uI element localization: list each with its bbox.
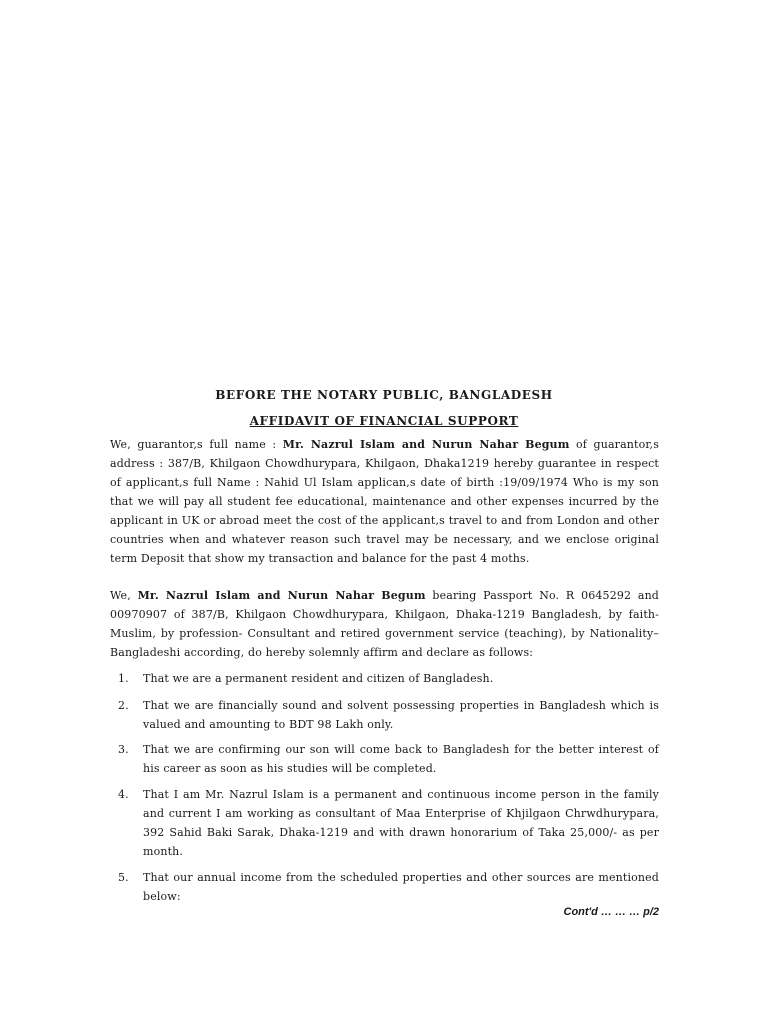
item-number: 1.: [118, 672, 129, 685]
list-item: [110, 868, 659, 906]
list-item: [110, 785, 659, 861]
affidavit-title: AFFIDAVIT OF FINANCIAL SUPPORT: [249, 414, 519, 428]
paragraph-body: of guarantor,s address : 387/B, Khilgaon Chowdhurypara, Khilgaon, Dhaka1219 hereby guarantee in respect of applicant,s full Name : Nahid Ul Islam applican,s date of birth :19/09/1974 Who is my son that we will pay all student fee educational, maintenance and other expenses incurred by the applicant in UK or abroad meet the cost of the applicant,s travel to and from London and other countries when and whatever reason such travel may be necessary, and we enclose original term Deposit that show my transaction and balance for the past 4 moths.: [110, 438, 659, 565]
item-number: 4.: [118, 788, 129, 801]
declaration-list: [110, 669, 659, 906]
item-number: 2.: [118, 699, 129, 712]
guarantor-names: Mr. Nazrul Islam and Nurun Nahar Begum: [137, 589, 426, 602]
declaration-paragraph: [110, 586, 659, 662]
guarantee-paragraph: [110, 435, 659, 568]
notary-heading: BEFORE THE NOTARY PUBLIC, BANGLADESH: [215, 388, 553, 402]
item-number: 3.: [118, 743, 129, 756]
item-text: That our annual income from the scheduled properties and other sources are mentioned below:: [143, 871, 659, 903]
item-text: That we are a permanent resident and citizen of Bangladesh.: [143, 672, 494, 685]
item-number: 5.: [118, 871, 129, 884]
item-text: That we are financially sound and solvent possessing properties in Bangladesh which is valued and amounting to BDT 98 Lakh only.: [143, 699, 659, 731]
paragraph-lead: We, guarantor,s full name :: [110, 438, 283, 451]
guarantor-names: Mr. Nazrul Islam and Nurun Nahar Begum: [282, 438, 570, 451]
continued-note: Cont'd … … … p/2: [563, 906, 659, 918]
list-item: [110, 669, 659, 688]
list-item: [110, 696, 659, 734]
item-text: That I am Mr. Nazrul Islam is a permanent and continuous income person in the family and current I am working as consultant of Maa Enterprise of Khjilgaon Chrwdhurypara, 392 Sahid Baki Sarak, Dhaka-1219 and with drawn honorarium of Taka 25,000/- as per month.: [143, 788, 659, 858]
paragraph-body: bearing Passport No. R 0645292 and 00970907 of 387/B, Khilgaon Chowdhurypara, Khilgaon, Dhaka-1219 Bangladesh, by faith- Muslim, by profession- Consultant and retired government service (teaching), by Nationality– Bangladeshi according, do hereby solemnly affirm and declare as follows:: [110, 589, 659, 659]
paragraph-lead: We,: [110, 589, 138, 602]
list-item: [110, 740, 659, 778]
item-text: That we are confirming our son will come back to Bangladesh for the better interest of his career as soon as his studies will be completed.: [143, 743, 659, 775]
